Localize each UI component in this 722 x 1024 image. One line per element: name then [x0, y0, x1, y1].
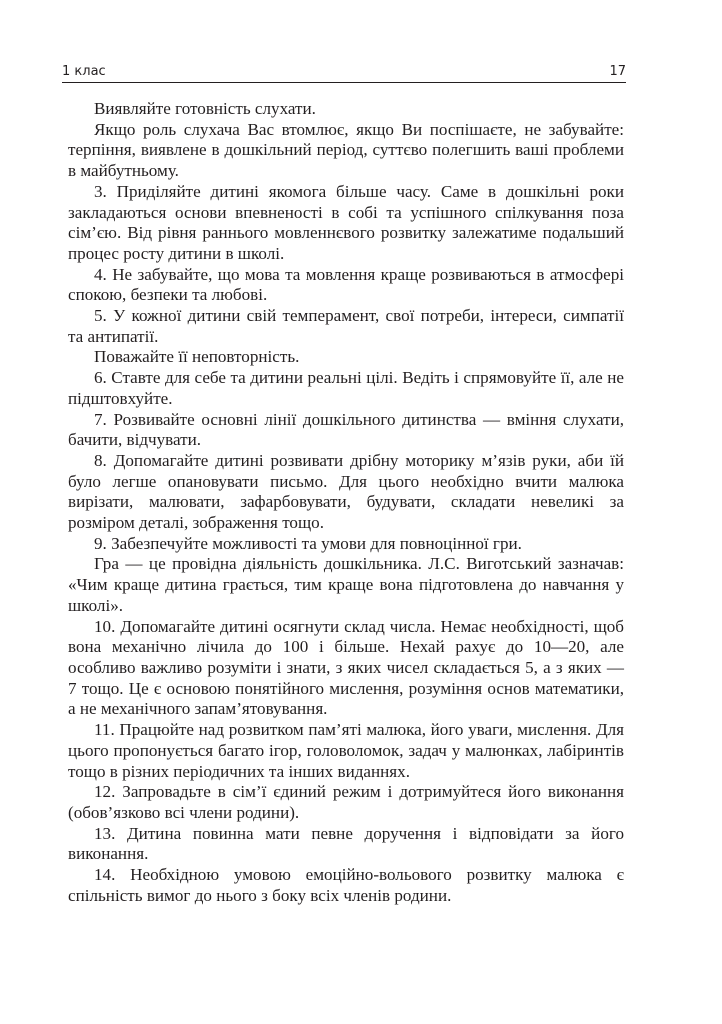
paragraph: 10. Допомагайте дитині осягнути склад числа. Немає необхідності, щоб вона механічно лічила до 100 і більше. Нехай рахує до 10—20, але особливо важливо розуміти і знати, з яких чисел складається 5, а з яких — 7 тощо. Це є основою понятійного мислення, розуміння основ математики, а не механічного запам’ятовування.: [68, 616, 624, 719]
paragraph: Якщо роль слухача Вас втомлює, якщо Ви поспішаєте, не забувайте: терпіння, виявлене в дошкільний період, суттєво полегшить ваші проблеми в майбутньому.: [68, 119, 624, 181]
running-head: [62, 64, 626, 83]
paragraph: Гра — це провідна діяльність дошкільника. Л.С. Виготський зазначав: «Чим краще дитина грається, тим краще вона підготовлена до навчання у школі».: [68, 554, 624, 615]
paragraph: 9. Забезпечуйте можливості та умови для повноцінної гри.: [94, 533, 522, 553]
paragraph: 6. Ставте для себе та дитини реальні цілі. Ведіть і спрямовуйте її, але не підштовхуйте.: [68, 368, 624, 408]
page-number: 17: [609, 64, 626, 79]
paragraph: 8. Допомагайте дитині розвивати дрібну моторику м’язів руки, аби їй було легше опановувати письмо. Для цього необхідно вчити малюка вирізати, малювати, зафарбовувати, будувати, складати невеликі за розміром деталі, зображення тощо.: [68, 450, 624, 533]
paragraph: Виявляйте готовність слухати.: [94, 99, 316, 118]
running-head-section: 1 клас: [62, 64, 106, 79]
body-text: [68, 99, 624, 906]
paragraph: 7. Розвивайте основні лінії дошкільного дитинства — вміння слухати, бачити, відчувати.: [68, 409, 624, 450]
paragraph: 3. Приділяйте дитині якомога більше часу. Саме в дошкільні роки закладаються основи впевненості в собі та успішного спілкування поза сім’єю. Від рівня раннього мовленнєвого розвитку залежатиме подальший процес росту дитини в школі.: [68, 181, 624, 263]
paragraph: 12. Запровадьте в сім’ї єдиний режим і дотримуйтеся його виконання (обов’язково всі члени родини).: [68, 782, 624, 822]
paragraph: 11. Працюйте над розвитком пам’яті малюка, його уваги, мислення. Для цього пропонується багато ігор, головоломок, задач у малюнках, лабіринтів тощо в різних періодичних та інших виданнях.: [68, 720, 624, 781]
paragraph: 4. Не забувайте, що мова та мовлення краще розвиваються в атмосфері спокою, безпеки та любові.: [68, 264, 624, 305]
paragraph: 13. Дитина повинна мати певне доручення і відповідати за його виконання.: [68, 823, 624, 864]
paragraph: 14. Необхідною умовою емоційно-вольового розвитку малюка є спільність вимог до нього з боку всіх членів родини.: [68, 865, 624, 905]
paragraph: 5. У кожної дитини свій темперамент, свої потреби, інтереси, симпатії та антипатії.: [68, 306, 624, 346]
paragraph: Поважайте її неповторність.: [94, 347, 300, 367]
